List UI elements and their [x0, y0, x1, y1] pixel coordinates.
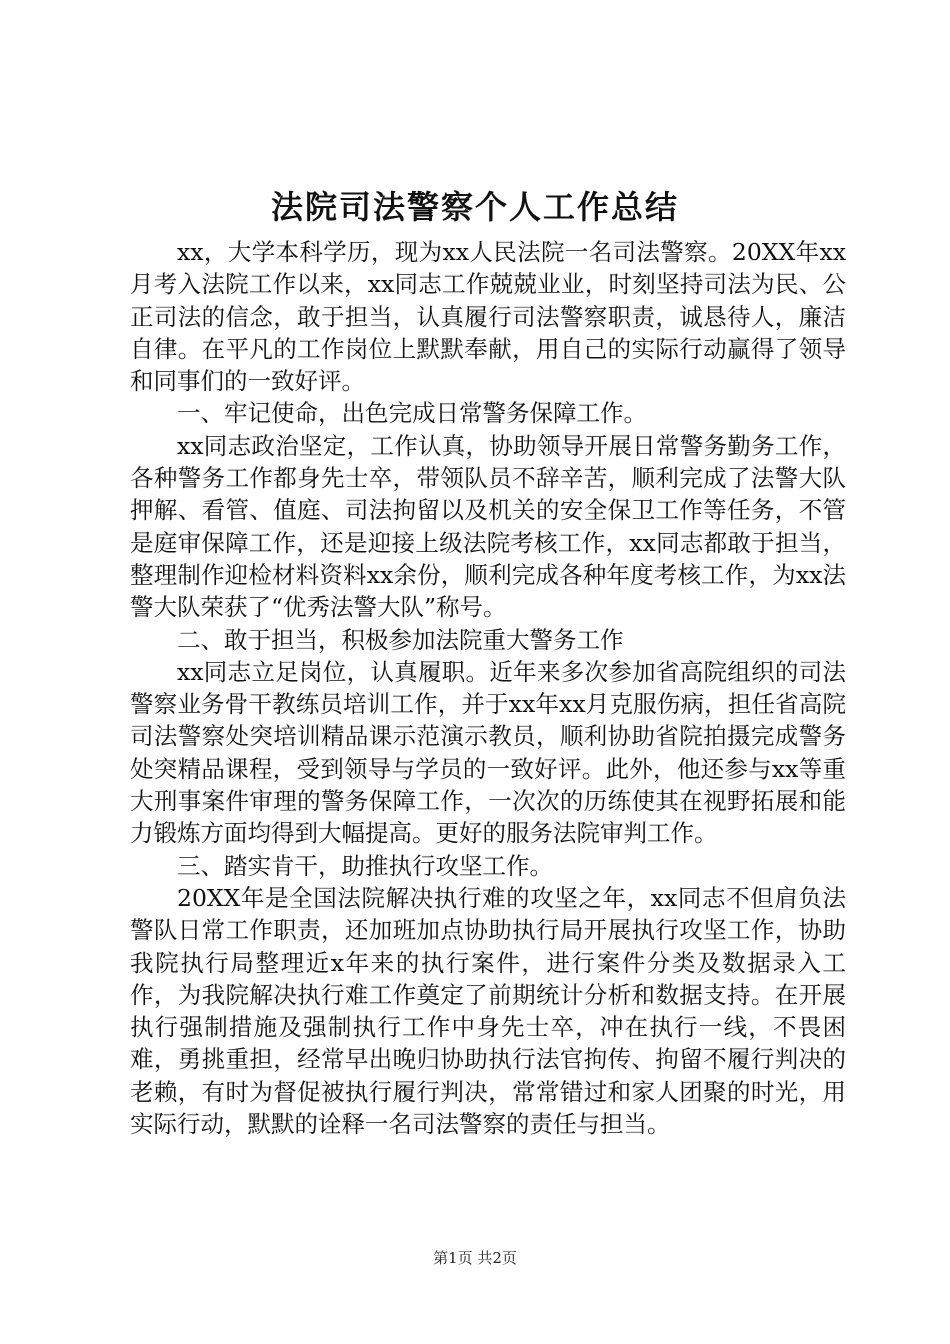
- section-heading-2: 二、敢于担当，积极参加法院重大警务工作: [177, 625, 624, 654]
- paragraph-section-2: xx同志立足岗位，认真履职。近年来多次参加省高院组织的司法警察业务骨干教练员培训工作，并于xx年xx月克服伤病，担任省高院司法警察处突培训精品课示范演示教员，顺利协助省院拍摄完成警务处突精品课程，受到领导与学员的一致好评。此外，他还参与xx等重大刑事案件审理的警务保障工作，一次次的历练使其在视野拓展和能力锻炼方面均得到大幅提高。更好的服务法院审判工作。: [130, 657, 846, 848]
- document-body: [130, 236, 846, 1140]
- section-heading-1: 一、牢记使命，出色完成日常警务保障工作。: [177, 399, 647, 428]
- paragraph-intro: xx，大学本科学历，现为xx人民法院一名司法警察。20XX年xx月考入法院工作以来，xx同志工作兢兢业业，时刻坚持司法为民、公正司法的信念，敢于担当，认真履行司法警察职责，诚恳待人，廉洁自律。在平凡的工作岗位上默默奉献，用自己的实际行动赢得了领导和同事们的一致好评。: [130, 238, 846, 396]
- page-footer: 第1页 共2页: [433, 1249, 517, 1267]
- document-title: 法院司法警察个人工作总结: [270, 188, 679, 226]
- section-heading-3: 三、踏实肯干，助推执行攻坚工作。: [177, 851, 553, 880]
- paragraph-section-3: 20XX年是全国法院解决执行难的攻坚之年，xx同志不但肩负法警队日常工作职责，还加班加点协助执行局开展执行攻坚工作，协助我院执行局整理近x年来的执行案件，进行案件分类及数据录入工作，为我院解决执行难工作奠定了前期统计分析和数据支持。在开展执行强制措施及强制执行工作中身先士卒，冲在执行一线，不畏困难，勇挑重担，经常早出晚归协助执行法官拘传、拘留不履行判决的老赖，有时为督促被执行履行判决，常常错过和家人团聚的时光，用实际行动，默默的诠释一名司法警察的责任与担当。: [130, 883, 846, 1139]
- paragraph-section-1: xx同志政治坚定，工作认真，协助领导开展日常警务勤务工作，各种警务工作都身先士卒，带领队员不辞辛苦，顺利完成了法警大队押解、看管、值庭、司法拘留以及机关的安全保卫工作等任务，不管是庭审保障工作，还是迎接上级法院考核工作，xx同志都敢于担当，整理制作迎检材料资料xx余份，顺利完成各种年度考核工作，为xx法警大队荣获了“优秀法警大队”称号。: [130, 431, 846, 622]
